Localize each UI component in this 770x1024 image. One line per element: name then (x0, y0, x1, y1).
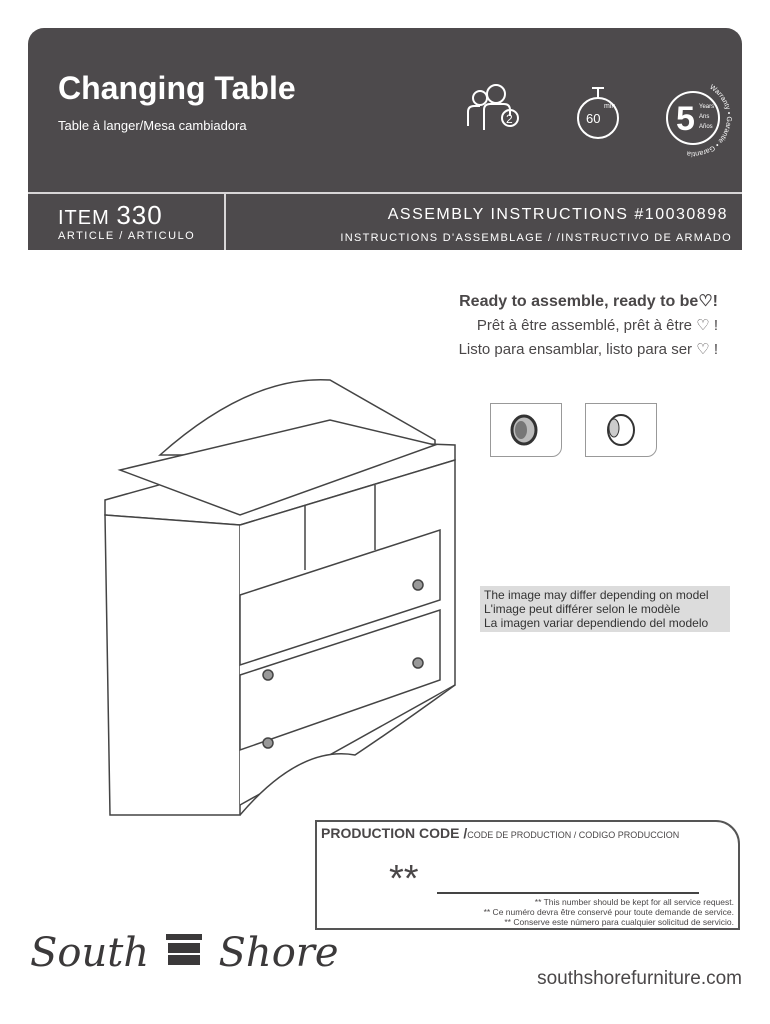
assembly-subtitle: INSTRUCTIONS D'ASSEMBLAGE / /INSTRUCTIVO DE ARMADO (340, 232, 732, 244)
header-icons (458, 78, 748, 193)
page-title: Changing Table (58, 70, 296, 106)
warranty-icon (667, 84, 732, 157)
production-code-notes: ** This number should be kept for all service request. ** Ce numéro devra être conservé pour toute demande de service. ** Conserve este número para cualquier solicitud de servicio. (483, 897, 734, 927)
image-disclaimer: The image may differ depending on model L'image peut différer selon le modèle La imagen variar dependiendo del modelo (480, 586, 730, 632)
south-shore-logo: South Shore (30, 930, 339, 976)
warranty-years: 5 (676, 100, 695, 138)
production-code-stars: ** (389, 858, 419, 900)
heart-icon: ♡ (696, 341, 710, 358)
two-people-icon (468, 85, 518, 130)
page-subtitle: Table à langer/Mesa cambiadora (58, 118, 247, 133)
item-number: ITEM 330 (58, 200, 163, 230)
production-code-title: PRODUCTION CODE /CODE DE PRODUCTION / CODIGO PRODUCCION (321, 825, 680, 841)
timer-icon (578, 88, 618, 138)
warranty-label: Años (699, 124, 713, 130)
tagline: Ready to assemble, ready to be♡! Prêt à être assemblé, prêt à être ♡ ! Listo para ensamblar, listo para ser ♡ ! (458, 293, 718, 358)
warranty-label: Years (699, 104, 715, 110)
time-unit: min (604, 103, 616, 110)
production-code-box (315, 820, 740, 930)
assembly-title: ASSEMBLY INSTRUCTIONS #10030898 (387, 206, 728, 223)
production-code-line (437, 892, 699, 894)
divider (224, 194, 226, 250)
divider (28, 192, 742, 194)
knob-option-1 (490, 403, 562, 457)
time-value: 60 (586, 111, 601, 126)
item-sub: ARTICLE / ARTICULO (58, 230, 196, 242)
heart-icon: ♡ (696, 317, 710, 334)
heart-icon: ♡ (698, 293, 713, 310)
website-link[interactable]: southshorefurniture.com (537, 968, 742, 989)
people-count: 2 (506, 112, 513, 126)
dresser-logo-icon (162, 930, 206, 970)
knob-option-2 (585, 403, 657, 457)
warranty-label: Ans (699, 114, 710, 120)
warranty-ring-text: Warranty • Garantie • Garantía (686, 83, 733, 158)
changing-table-illustration (100, 345, 460, 825)
header-band (28, 28, 742, 250)
